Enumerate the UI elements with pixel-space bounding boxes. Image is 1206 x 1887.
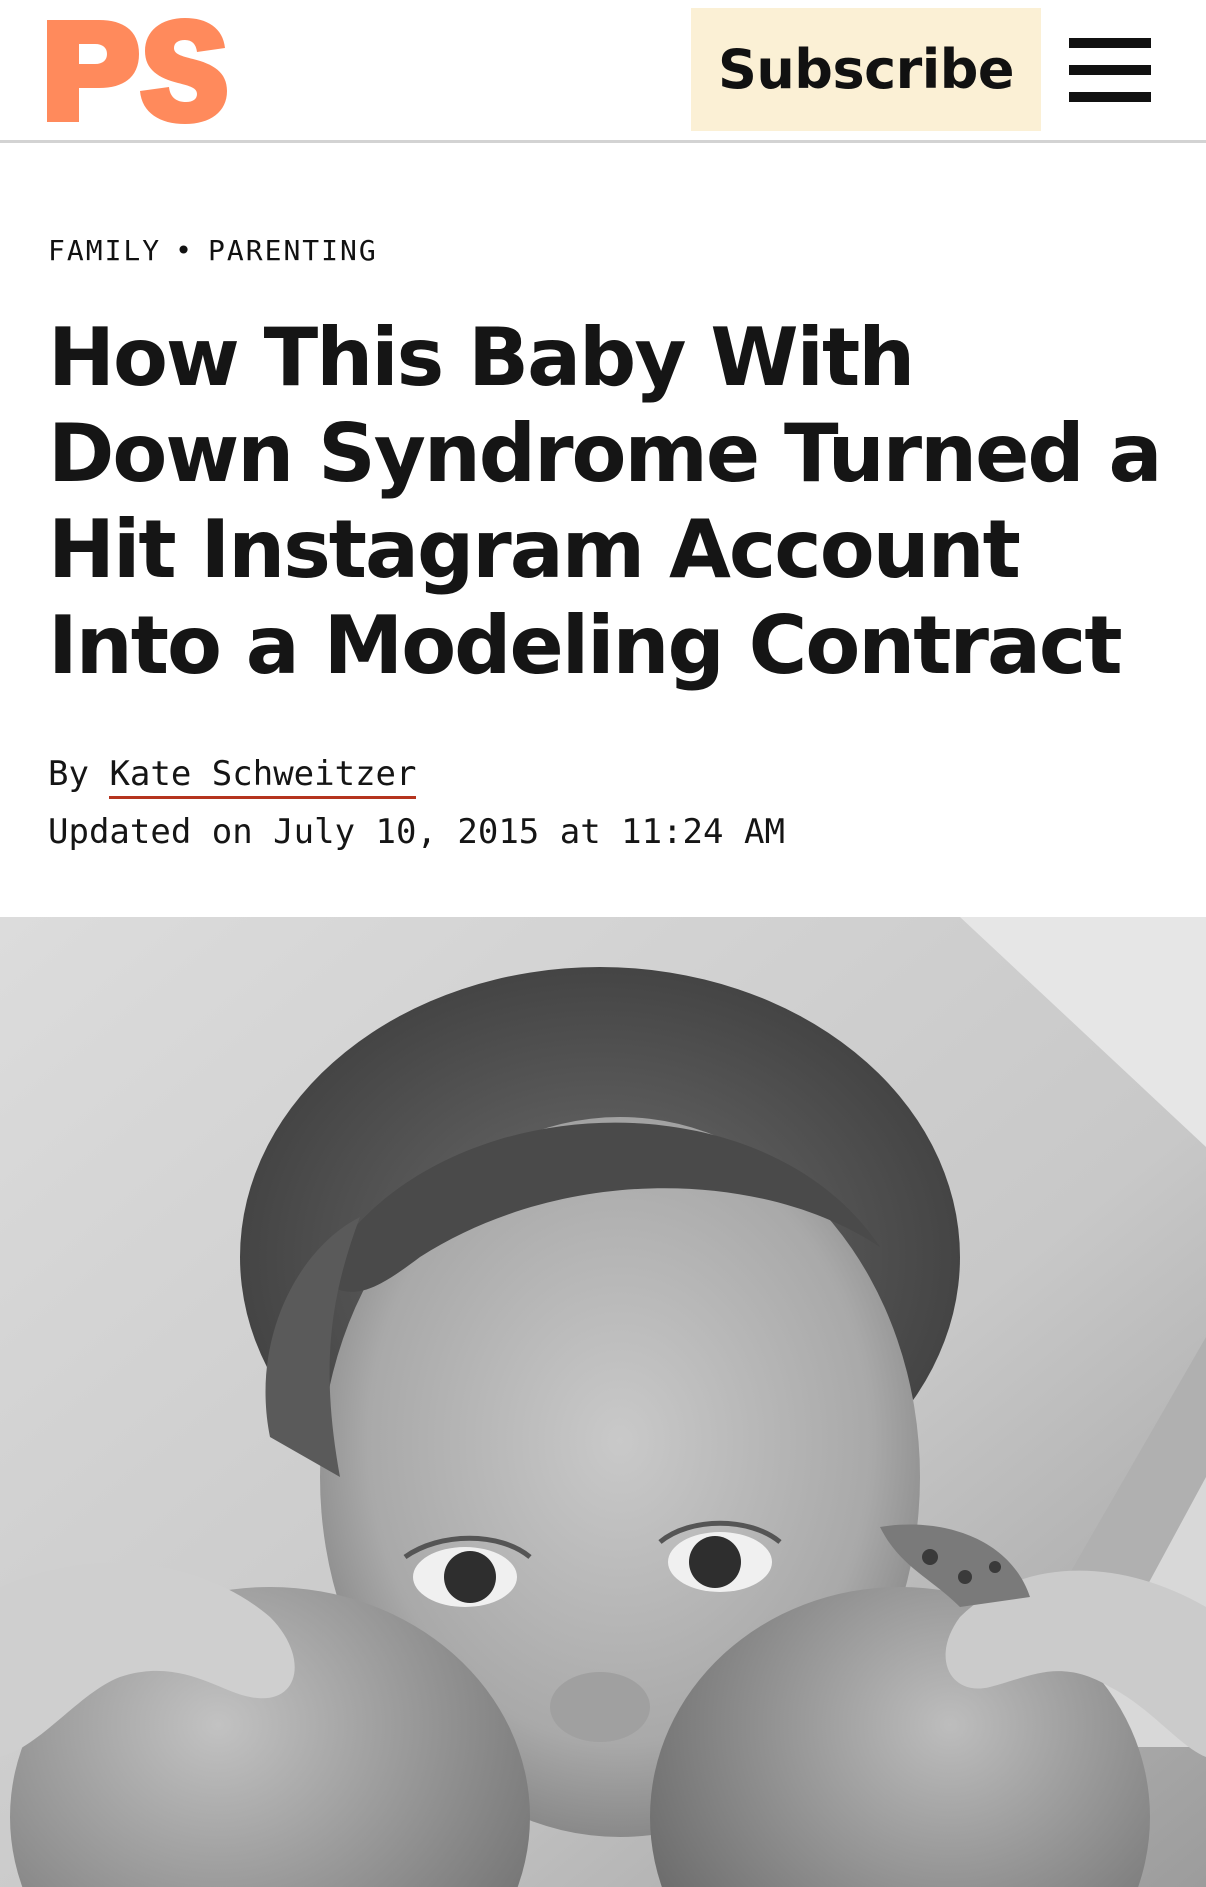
menu-bar-middle	[1069, 65, 1151, 75]
menu-bar-bottom	[1069, 92, 1151, 102]
category-link-parenting[interactable]: PARENTING	[208, 234, 378, 267]
updated-date: Updated on July 10, 2015 at 11:24 AM	[48, 812, 785, 852]
category-separator: •	[175, 234, 195, 267]
category-link-family[interactable]: FAMILY	[48, 234, 162, 267]
ps-logo[interactable]	[47, 18, 227, 124]
site-header	[0, 0, 1206, 143]
left-eye	[444, 1551, 496, 1603]
hamburger-menu-icon[interactable]	[1069, 38, 1151, 102]
subscribe-button[interactable]: Subscribe	[691, 8, 1041, 131]
author-line	[48, 745, 785, 803]
byline-prefix: By	[48, 754, 89, 794]
byline	[48, 745, 785, 861]
hero-image	[0, 917, 1206, 1887]
category-breadcrumb	[48, 234, 378, 267]
article-title: How This Baby With Down Syndrome Turned a Hit Instagram Account Into a Modeling Contract	[48, 311, 1161, 692]
right-eye	[689, 1536, 741, 1588]
menu-bar-top	[1069, 38, 1151, 48]
author-link[interactable]: Kate Schweitzer	[109, 754, 416, 799]
